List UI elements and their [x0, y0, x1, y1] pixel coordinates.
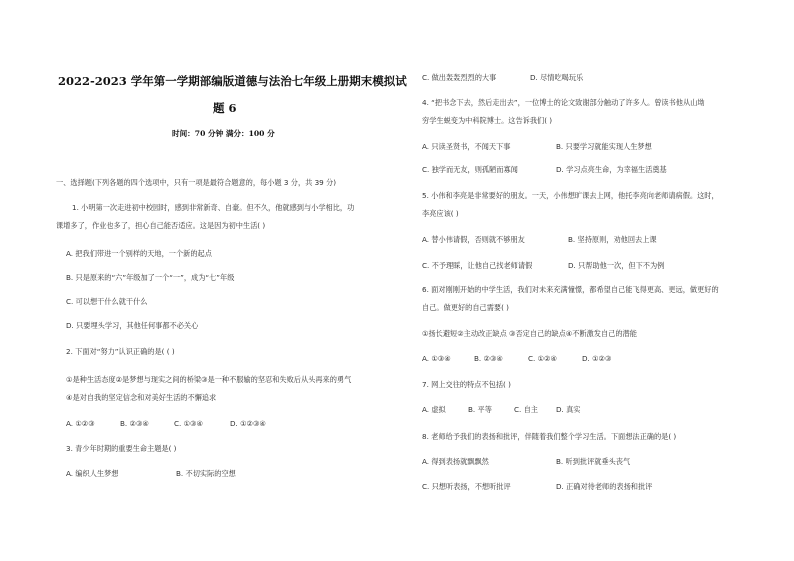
q3-option-b: B. 不切实际的空想 [176, 469, 236, 478]
q7-option-a: A. 虚拟 [422, 405, 446, 414]
q6-body: ①扬长避短②主动改正缺点 ③否定自己的缺点④不断激发自己的潜能 [422, 329, 637, 338]
q3-option-d: D. 尽情吃喝玩乐 [530, 73, 584, 82]
q5-option-c: C. 不予理睬，让他自己找老师请假 [422, 261, 533, 270]
q2-option-d: D. ①②③④ [230, 419, 266, 428]
q8-option-b: B. 听到批评就垂头丧气 [556, 457, 631, 466]
q2-option-a: A. ①②③ [66, 419, 95, 428]
q3-stem: 3. 青少年时期的重要生命主题是( ) [66, 444, 177, 453]
q7-option-b: B. 平等 [468, 405, 492, 414]
q1-option-b: B. 只是原来的“六”年级加了一个“一”，成为“七”年级 [66, 273, 235, 282]
q7-option-d: D. 真实 [556, 405, 581, 414]
exam-meta: 时间：70 分钟 满分：100 分 [172, 129, 275, 138]
q2-body-line1: ①是种生活态度②是梦想与现实之间的桥梁③是一种不服输的坚忍和失败后从头再来的勇气 [66, 375, 352, 384]
q5-option-d: D. 只帮助他一次，但下不为例 [568, 261, 665, 270]
q1-option-c: C. 可以想干什么就干什么 [66, 297, 148, 306]
exam-title-line1: 2022-2023 学年第一学期部编版道德与法治七年级上册期末模拟试 [58, 74, 407, 88]
q6-option-b: B. ②③④ [474, 354, 503, 363]
q4-option-b: B. 只要学习就能实现人生梦想 [556, 142, 652, 151]
q2-stem: 2. 下面对“努力”认识正确的是( ( ) [66, 347, 175, 356]
q8-option-a: A. 得到表扬就飘飘然 [422, 457, 489, 466]
q3-option-c: C. 做出轰轰烈烈的大事 [422, 73, 497, 82]
q6-stem-line1: 6. 面对刚刚开始的中学生活，我们对未来充满憧憬，都希望自己能飞得更高、更远，做更好的 [422, 285, 719, 294]
q5-option-b: B. 坚持原则，劝他回去上课 [568, 235, 657, 244]
q6-stem-line2: 自己。做更好的自己需要( ) [422, 303, 509, 312]
q7-option-c: C. 自主 [514, 405, 538, 414]
section-heading: 一、选择题(下列各题的四个选项中，只有一项是最符合题意的，每小题 3 分，共 39 分) [56, 178, 337, 187]
q5-option-a: A. 替小伟请假，否则就不够朋友 [422, 235, 525, 244]
q4-option-d: D. 学习点亮生命，为幸福生活奠基 [556, 165, 667, 174]
q8-stem: 8. 老师给予我们的表扬和批评，伴随着我们整个学习生活。下面想法正确的是( ) [422, 432, 677, 441]
q4-stem-line1: 4. “把书念下去，然后走出去”，一位博士的论文致谢部分触动了许多人。曾读书他从山坳 [422, 98, 705, 107]
q4-option-a: A. 只读圣贤书，不闻天下事 [422, 142, 511, 151]
q6-option-a: A. ①③④ [422, 354, 451, 363]
q3-option-a: A. 编织人生梦想 [66, 469, 119, 478]
q7-stem: 7. 网上交往的特点不包括( ) [422, 380, 511, 389]
q1-stem-line2: 课增多了，作业也多了，担心自己能否适应。这是因为初中生活( ) [56, 221, 266, 230]
q2-option-b: B. ②③④ [120, 419, 149, 428]
q8-option-d: D. 正确对待老师的表扬和批评 [556, 482, 653, 491]
q8-option-c: C. 只想听表扬，不想听批评 [422, 482, 511, 491]
exam-title-line2: 题 6 [213, 101, 237, 115]
q2-body-line2: ④是对自我的坚定信念和对美好生活的不懈追求 [66, 393, 217, 402]
q4-stem-line2: 穷学生蜕变为中科院博士。这告诉我们( ) [422, 116, 553, 125]
q1-stem-line1: 1. 小明第一次走进初中校园时，感到非常新奇、自豪。但不久，他就感到与小学相比，功 [72, 203, 355, 212]
q1-option-a: A. 把我们带进一个别样的天地，一个新的起点 [66, 249, 212, 258]
q5-stem-line2: 李亮应该( ) [422, 209, 459, 218]
q5-stem-line1: 5. 小伟和李亮是非常要好的朋友。一天，小伟想旷课去上网，他托李亮向老师请病假。这时， [422, 191, 719, 200]
q4-option-c: C. 独学而无友，则孤陋而寡闻 [422, 165, 518, 174]
q6-option-c: C. ①②④ [528, 354, 557, 363]
q6-option-d: D. ①②③ [582, 354, 612, 363]
q1-option-d: D. 只要埋头学习，其他任何事都不必关心 [66, 321, 199, 330]
q2-option-c: C. ①③④ [174, 419, 203, 428]
